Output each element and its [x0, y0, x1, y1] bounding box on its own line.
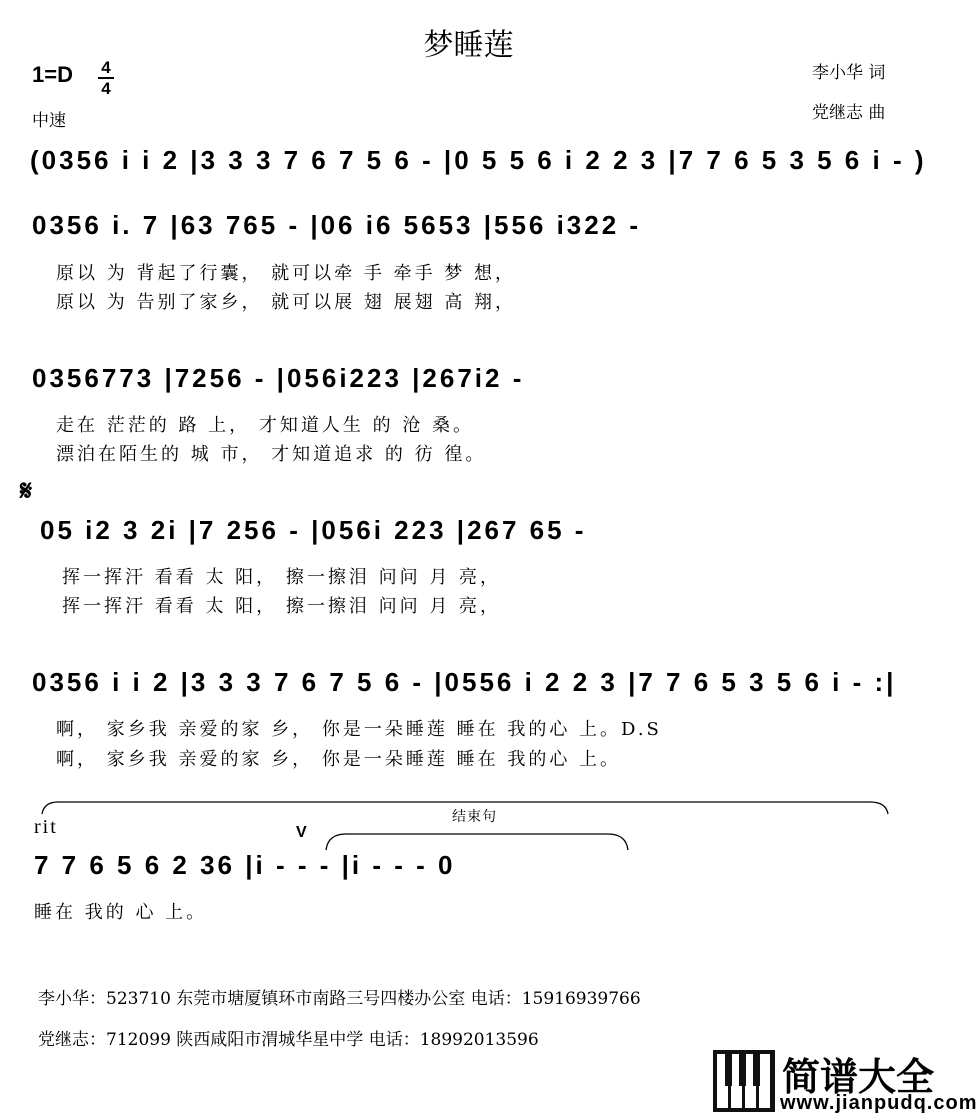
song-title: 梦睡莲	[423, 28, 514, 63]
time-signature	[98, 58, 114, 98]
system-4-notes: 05 i2 3 2i |7 256 - |056i 223 |267 65 -	[40, 515, 587, 545]
key-signature: 1=D	[32, 62, 73, 87]
system-4-lyric-1: 挥一挥汗 看看 太 阳， 擦一擦泪 问问 月 亮，	[62, 567, 502, 588]
composer-credit: 党继志 曲	[812, 103, 886, 123]
system-1-notes: (0356 i i 2 |3 3 3 7 6 7 5 6 - |0 5 5 6 i 2 2 3 |7 7 6 5 3 5 6 i - )	[30, 145, 927, 175]
lyricist-contact: 李小华：523710 东莞市塘厦镇环市南路三号四楼办公室 电话：15916939766	[38, 989, 641, 1009]
watermark-url: www.jianpudq.com	[780, 1092, 977, 1114]
system-5-lyric-2: 啊， 家乡我 亲爱的家 乡， 你是一朵睡莲 睡在 我的心 上。	[56, 749, 622, 770]
system-4-lyric-2: 挥一挥汗 看看 太 阳， 擦一擦泪 问问 月 亮，	[62, 596, 502, 617]
time-signature-top: 4	[101, 58, 111, 77]
composer-contact: 党继志：712099 陕西咸阳市渭城华星中学 电话：18992013596	[38, 1030, 539, 1050]
time-signature-bottom: 4	[101, 79, 111, 98]
ending-lyric: 睡在 我的 心 上。	[34, 902, 208, 923]
ending-label: 结束句	[452, 809, 497, 825]
watermark-brand: 简谱大全	[782, 1055, 935, 1099]
ending-notes: 7 7 6 5 6 2 36 |i - - - |i - - - 0	[34, 850, 456, 880]
system-3-notes: 0356773 |7256 - |056i223 |267i2 -	[32, 363, 525, 393]
system-5-lyric-1: 啊， 家乡我 亲爱的家 乡， 你是一朵睡莲 睡在 我的心 上。D.S	[56, 719, 662, 740]
system-5-notes: 0356 i i 2 |3 3 3 7 6 7 5 6 - |0556 i 2 2 3 |7 7 6 5 3 5 6 i - :|	[32, 667, 897, 697]
tempo-marking: 中速	[32, 111, 66, 131]
system-3-lyric-2: 漂泊在陌生的 城 市， 才知道追求 的 彷 徨。	[56, 444, 487, 465]
piano-keys-icon	[713, 1050, 775, 1112]
breath-mark: V	[296, 824, 307, 841]
segno-sign: 𝄋	[20, 474, 33, 507]
system-2-lyric-2: 原以 为 告别了家乡， 就可以展 翅 展翅 高 翔，	[56, 292, 517, 313]
ritardando-marking: rit	[34, 816, 58, 838]
lyricist-credit: 李小华 词	[812, 63, 886, 83]
final-tie	[322, 828, 632, 852]
system-2-lyric-1: 原以 为 背起了行囊， 就可以牵 手 牵手 梦 想，	[56, 263, 517, 284]
system-3-lyric-1: 走在 茫茫的 路 上， 才知道人生 的 沧 桑。	[56, 415, 475, 436]
system-2-notes: 0356 i. 7 |63 765 - |06 i6 5653 |556 i322 -	[32, 210, 642, 240]
